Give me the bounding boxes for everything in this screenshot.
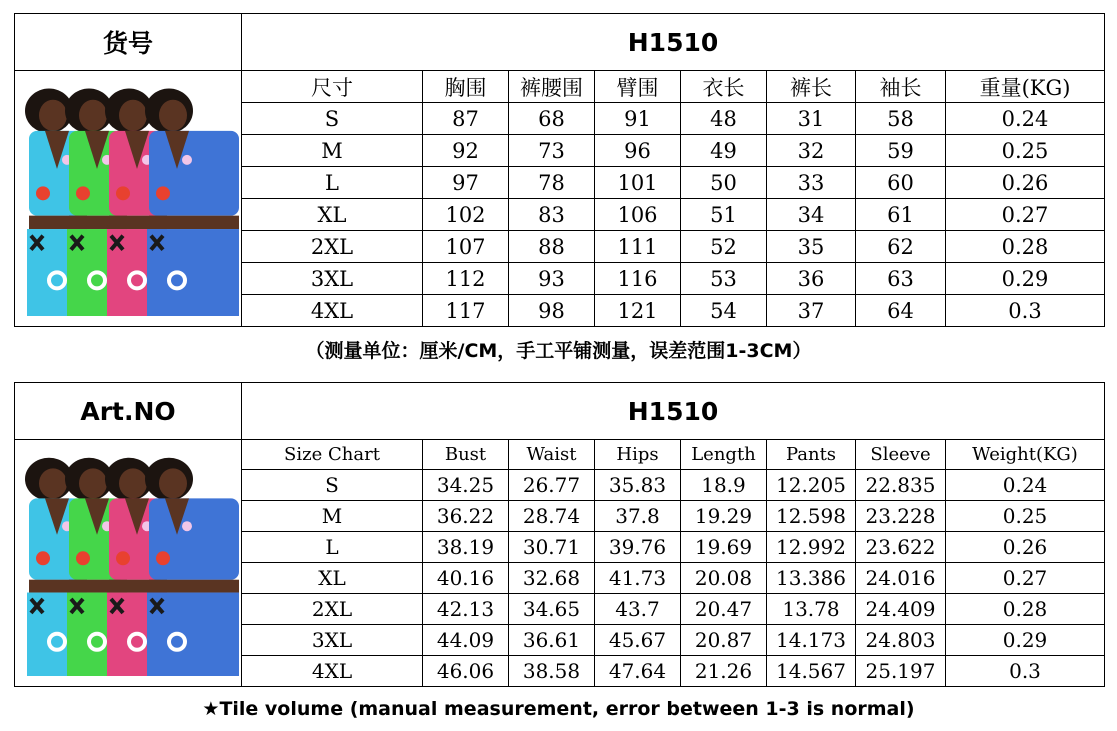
product-photo-image [15,71,241,326]
column-header: 袖长 [856,71,946,103]
value-cell: 35 [767,231,856,263]
column-header: Sleeve [856,440,946,470]
value-cell: 98 [509,295,595,327]
measurement-note-cn: （测量单位：厘米/CM，手工平铺测量，误差范围1-3CM） [305,340,812,362]
value-cell: 13.78 [767,594,856,625]
article-code: H1510 [242,14,1105,71]
column-header: Size Chart [242,440,423,470]
value-cell: 38.58 [509,656,595,687]
size-cell: 4XL [242,295,423,327]
value-cell: 111 [595,231,681,263]
value-cell: 37.8 [595,501,681,532]
value-cell: 36.22 [423,501,509,532]
value-cell: 91 [595,103,681,135]
value-cell: 30.71 [509,532,595,563]
size-cell: 4XL [242,656,423,687]
value-cell: 0.3 [946,656,1105,687]
value-cell: 51 [681,199,767,231]
value-cell: 0.25 [946,135,1105,167]
value-cell: 102 [423,199,509,231]
value-cell: 112 [423,263,509,295]
value-cell: 12.992 [767,532,856,563]
column-header: 裤长 [767,71,856,103]
value-cell: 13.386 [767,563,856,594]
value-cell: 46.06 [423,656,509,687]
value-cell: 35.83 [595,470,681,501]
measurement-note-en: ★Tile volume (manual measurement, error between 1-3 is normal) [202,698,915,720]
value-cell: 60 [856,167,946,199]
value-cell: 0.24 [946,470,1105,501]
value-cell: 24.016 [856,563,946,594]
value-cell: 0.3 [946,295,1105,327]
value-cell: 36 [767,263,856,295]
value-cell: 83 [509,199,595,231]
value-cell: 107 [423,231,509,263]
value-cell: 23.622 [856,532,946,563]
column-header: Waist [509,440,595,470]
value-cell: 45.67 [595,625,681,656]
value-cell: 23.228 [856,501,946,532]
product-photo-image [15,440,241,686]
value-cell: 0.27 [946,563,1105,594]
value-cell: 78 [509,167,595,199]
value-cell: 47.64 [595,656,681,687]
column-header: 衣长 [681,71,767,103]
value-cell: 14.567 [767,656,856,687]
value-cell: 52 [681,231,767,263]
size-cell: M [242,135,423,167]
value-cell: 34.25 [423,470,509,501]
value-cell: 20.08 [681,563,767,594]
value-cell: 43.7 [595,594,681,625]
column-header: 尺寸 [242,71,423,103]
value-cell: 20.47 [681,594,767,625]
column-header: 裤腰围 [509,71,595,103]
column-header: 胸围 [423,71,509,103]
value-cell: 93 [509,263,595,295]
value-cell: 25.197 [856,656,946,687]
size-cell: 3XL [242,263,423,295]
value-cell: 68 [509,103,595,135]
value-cell: 19.69 [681,532,767,563]
value-cell: 44.09 [423,625,509,656]
value-cell: 87 [423,103,509,135]
column-header: Weight(KG) [946,440,1105,470]
value-cell: 61 [856,199,946,231]
article-code: H1510 [242,383,1105,440]
value-cell: 73 [509,135,595,167]
value-cell: 21.26 [681,656,767,687]
value-cell: 101 [595,167,681,199]
value-cell: 0.29 [946,263,1105,295]
value-cell: 63 [856,263,946,295]
value-cell: 12.205 [767,470,856,501]
column-header: Length [681,440,767,470]
value-cell: 59 [856,135,946,167]
article-label: 货号 [15,14,242,71]
value-cell: 42.13 [423,594,509,625]
size-cell: L [242,532,423,563]
value-cell: 12.598 [767,501,856,532]
column-header: 重量(KG) [946,71,1105,103]
value-cell: 88 [509,231,595,263]
column-header: Pants [767,440,856,470]
value-cell: 32.68 [509,563,595,594]
value-cell: 121 [595,295,681,327]
value-cell: 0.28 [946,594,1105,625]
product-photo [15,71,242,327]
size-cell: XL [242,199,423,231]
value-cell: 32 [767,135,856,167]
value-cell: 0.28 [946,231,1105,263]
value-cell: 41.73 [595,563,681,594]
product-photo [15,440,242,687]
value-cell: 31 [767,103,856,135]
size-cell: 2XL [242,231,423,263]
value-cell: 37 [767,295,856,327]
size-chart-cn [14,13,1105,327]
value-cell: 64 [856,295,946,327]
value-cell: 0.26 [946,532,1105,563]
value-cell: 34.65 [509,594,595,625]
value-cell: 0.26 [946,167,1105,199]
value-cell: 0.25 [946,501,1105,532]
size-cell: M [242,501,423,532]
size-cell: 2XL [242,594,423,625]
value-cell: 24.803 [856,625,946,656]
value-cell: 24.409 [856,594,946,625]
size-chart-en [14,382,1105,687]
value-cell: 97 [423,167,509,199]
column-header: Hips [595,440,681,470]
column-header: Bust [423,440,509,470]
value-cell: 116 [595,263,681,295]
value-cell: 0.27 [946,199,1105,231]
value-cell: 92 [423,135,509,167]
article-label: Art.NO [15,383,242,440]
value-cell: 49 [681,135,767,167]
value-cell: 48 [681,103,767,135]
value-cell: 54 [681,295,767,327]
value-cell: 36.61 [509,625,595,656]
value-cell: 26.77 [509,470,595,501]
value-cell: 20.87 [681,625,767,656]
value-cell: 38.19 [423,532,509,563]
size-cell: 3XL [242,625,423,656]
value-cell: 106 [595,199,681,231]
value-cell: 50 [681,167,767,199]
value-cell: 22.835 [856,470,946,501]
value-cell: 117 [423,295,509,327]
value-cell: 53 [681,263,767,295]
value-cell: 39.76 [595,532,681,563]
value-cell: 14.173 [767,625,856,656]
value-cell: 40.16 [423,563,509,594]
value-cell: 58 [856,103,946,135]
size-cell: S [242,470,423,501]
value-cell: 19.29 [681,501,767,532]
value-cell: 28.74 [509,501,595,532]
value-cell: 62 [856,231,946,263]
value-cell: 0.24 [946,103,1105,135]
value-cell: 96 [595,135,681,167]
size-cell: S [242,103,423,135]
size-cell: L [242,167,423,199]
size-cell: XL [242,563,423,594]
value-cell: 33 [767,167,856,199]
value-cell: 18.9 [681,470,767,501]
value-cell: 0.29 [946,625,1105,656]
column-header: 臂围 [595,71,681,103]
value-cell: 34 [767,199,856,231]
